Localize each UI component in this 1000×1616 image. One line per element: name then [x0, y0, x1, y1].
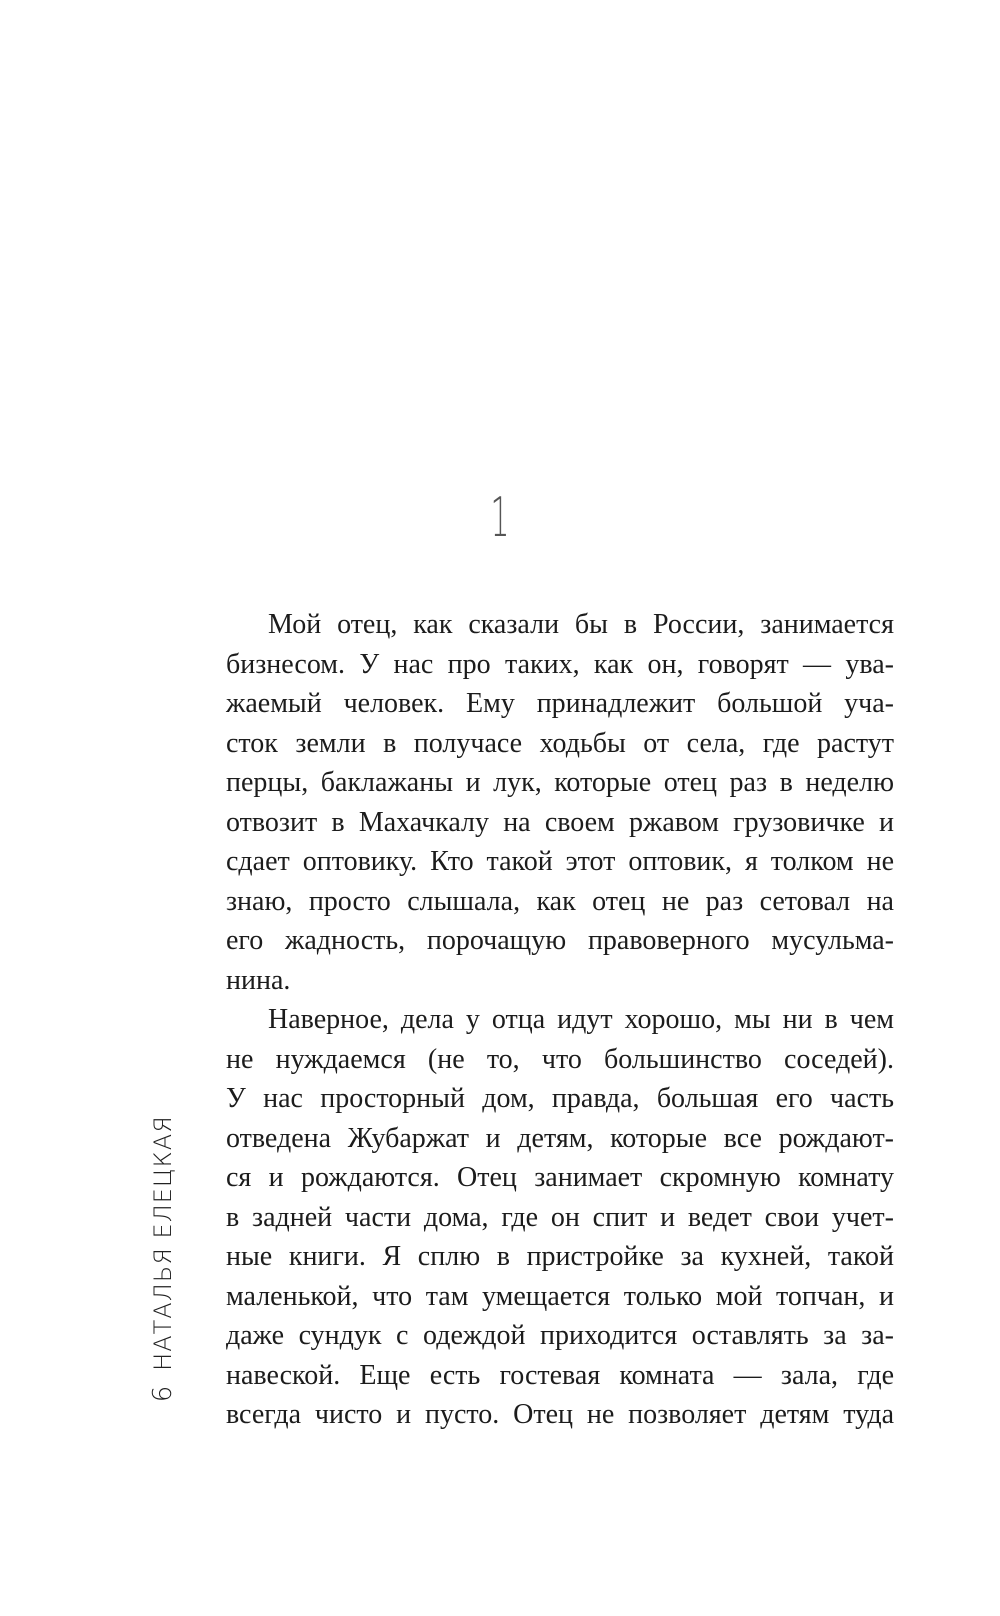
- text-line: отвозит в Махачкалу на своем ржавом грузовичке и: [226, 806, 894, 838]
- text-line: отведена Жубаржат и детям, которые все рождают-: [226, 1122, 894, 1154]
- body-text: [226, 605, 894, 1435]
- text-line: сток земли в получасе ходьбы от села, где растут: [226, 727, 894, 759]
- text-line: бизнесом. У нас про таких, как он, говорят — ува-: [226, 648, 894, 680]
- running-head: [132, 1088, 194, 1408]
- running-head-author: НАТАЛЬЯ ЕЛЕЦКАЯ: [149, 1115, 177, 1371]
- text-line: даже сундук с одеждой приходится оставлять за за-: [226, 1320, 894, 1351]
- text-line: жаемый человек. Ему принадлежит большой уча-: [226, 688, 894, 719]
- text-line: У нас просторный дом, правда, большая его часть: [226, 1083, 894, 1114]
- text-line: маленькой, что там умещается только мой топчан, и: [226, 1280, 894, 1312]
- chapter-number: 1: [490, 486, 510, 549]
- text-line: нина.: [226, 964, 291, 996]
- text-line: Наверное, дела у отца идут хорошо, мы ни в чем: [268, 1004, 894, 1035]
- text-line: ся и рождаются. Отец занимает скромную комнату: [226, 1162, 894, 1193]
- page-number: 6: [148, 1385, 178, 1403]
- text-line: ные книги. Я сплю в пристройке за кухней, такой: [226, 1241, 894, 1272]
- text-line: Мой отец, как сказали бы в России, занимается: [268, 609, 894, 640]
- text-line: всегда чисто и пусто. Отец не позволяет детям туда: [226, 1399, 894, 1430]
- text-line: навеской. Еще есть гостевая комната — зала, где: [226, 1359, 894, 1391]
- text-line: знаю, просто слышала, как отец не раз сетовал на: [226, 885, 894, 917]
- text-line: его жадность, порочащую правоверного мусульма-: [226, 925, 894, 956]
- text-line: перцы, баклажаны и лук, которые отец раз в неделю: [226, 767, 894, 798]
- text-line: не нуждаемся (не то, что большинство соседей).: [226, 1043, 894, 1075]
- text-line: сдает оптовику. Кто такой этот оптовик, я толком не: [226, 846, 894, 877]
- text-line: в задней части дома, где он спит и ведет свои учет-: [226, 1201, 894, 1233]
